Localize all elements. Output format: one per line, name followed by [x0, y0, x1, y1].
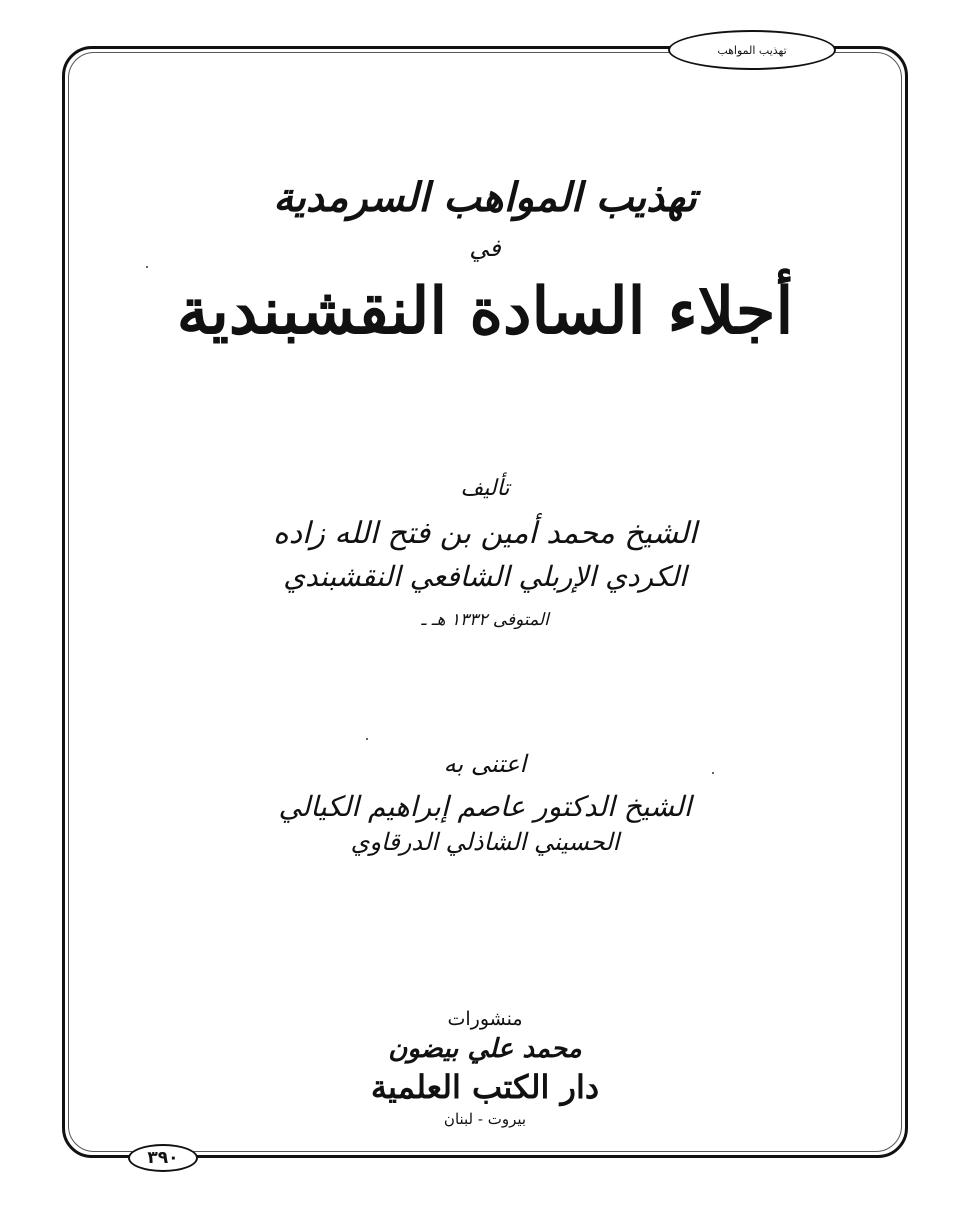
editor-name: الشيخ الدكتور عاصم إبراهيم الكيالي — [278, 790, 692, 823]
publishing-house: دار الكتب العلمية — [370, 1068, 600, 1106]
page-number-cartouche — [128, 1144, 198, 1172]
book-title-line-1: تهذيب المواهب السرمدية — [273, 174, 697, 221]
book-title-line-2: أجلاء السادة النقشبندية — [176, 274, 794, 349]
author-label: تأليف — [460, 476, 510, 501]
editor-label: اعتنى به — [443, 750, 527, 778]
publisher-name: محمد علي بيضون — [388, 1034, 582, 1064]
title-page — [70, 56, 900, 1146]
page-number: ٣٩٠ — [147, 1148, 179, 1168]
author-death-date: المتوفى ١٣٣٢ هـ ـ — [421, 610, 549, 630]
author-name: الشيخ محمد أمين بن فتح الله زاده — [272, 516, 698, 551]
book-title-connector: في — [469, 234, 501, 262]
author-nisba: الكردي الإربلي الشافعي النقشبندي — [283, 560, 687, 593]
scan-speck — [712, 772, 714, 774]
editor-nisba: الحسيني الشاذلي الدرقاوي — [350, 828, 620, 856]
publisher-city: بيروت - لبنان — [443, 1110, 527, 1128]
header-cartouche-text: تهذيب المواهب — [717, 43, 787, 57]
scan-speck — [146, 266, 148, 268]
publisher-label: منشورات — [447, 1008, 523, 1030]
scan-speck — [366, 738, 368, 740]
